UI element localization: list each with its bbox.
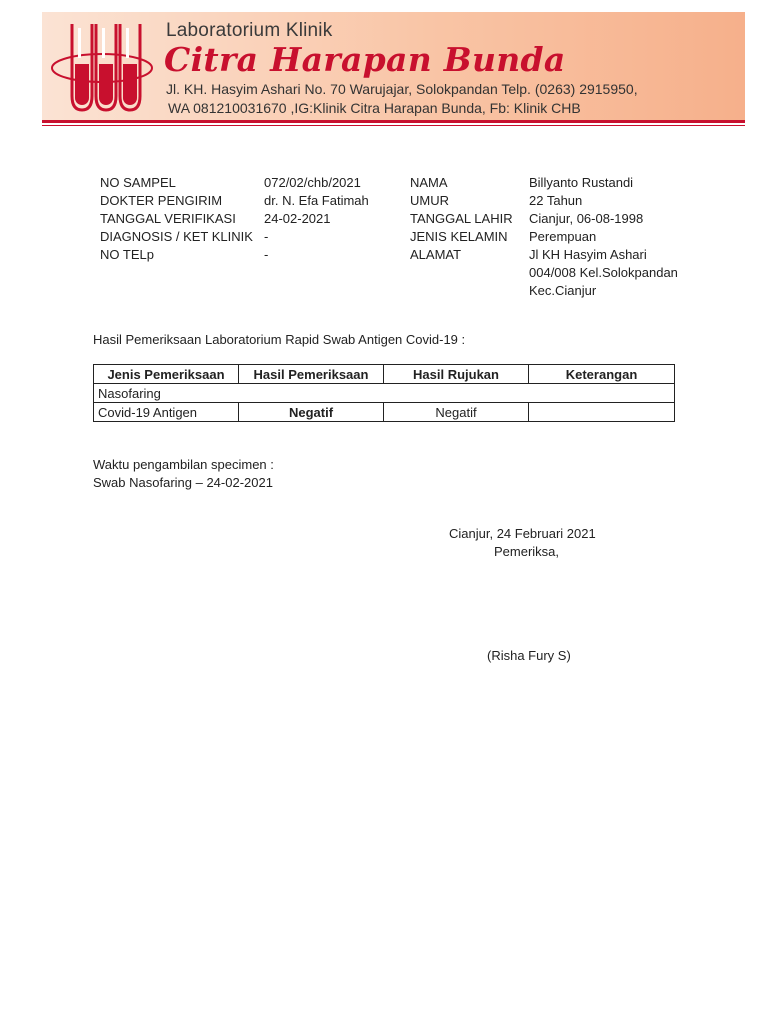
- header-keterangan: Keterangan: [529, 365, 675, 384]
- diagnosis-label: DIAGNOSIS / KET KLINIK: [100, 229, 253, 244]
- alamat-label: ALAMAT: [410, 247, 462, 262]
- info-values-left: [264, 174, 369, 264]
- tanggal-lahir-value: Cianjur, 06-08-1998: [529, 211, 644, 226]
- letterhead: [42, 12, 745, 120]
- header-hasil: Hasil Pemeriksaan: [239, 365, 384, 384]
- telp-value: -: [264, 247, 269, 262]
- specimen-value: Swab Nasofaring – 24-02-2021: [93, 475, 273, 490]
- no-sampel-label: NO SAMPEL: [100, 175, 176, 190]
- telp-label: NO TELp: [100, 247, 154, 262]
- umur-value: 22 Tahun: [529, 193, 583, 208]
- alamat-value-line-3: Kec.Cianjur: [529, 283, 597, 298]
- no-sampel-value: 072/02/chb/2021: [264, 175, 361, 190]
- jenis-kelamin-label: JENIS KELAMIN: [410, 229, 508, 244]
- address-line-2: WA 081210031670 ,IG:Klinik Citra Harapan Bunda, Fb: Klinik CHB: [168, 100, 581, 116]
- nama-value: Billyanto Rustandi: [529, 175, 634, 190]
- specimen-block: [93, 456, 274, 492]
- test-tubes-logo-icon: [50, 16, 180, 116]
- cell-hasil: Negatif: [239, 403, 384, 422]
- header-divider-thick: [42, 120, 745, 123]
- info-values-right: [529, 174, 678, 300]
- info-labels-left: [100, 174, 253, 264]
- lab-name: Laboratorium Klinik: [166, 20, 333, 41]
- specimen-label: Waktu pengambilan specimen :: [93, 457, 274, 472]
- cell-rujukan: Negatif: [384, 403, 529, 422]
- jenis-kelamin-value: Perempuan: [529, 229, 597, 244]
- cell-keterangan: [529, 403, 675, 422]
- results-table: [93, 364, 675, 422]
- table-header-row: [94, 365, 675, 384]
- signature-date: Cianjur, 24 Februari 2021: [449, 526, 596, 541]
- header-rujukan: Hasil Rujukan: [384, 365, 529, 384]
- signature-role: Pemeriksa,: [494, 544, 560, 559]
- tanggal-lahir-label: TANGGAL LAHIR: [410, 211, 513, 226]
- table-row: [94, 403, 675, 422]
- results-title: Hasil Pemeriksaan Laboratorium Rapid Swab Antigen Covid-19 :: [93, 332, 466, 347]
- header-jenis: Jenis Pemeriksaan: [94, 365, 239, 384]
- signature-name: (Risha Fury S): [487, 648, 571, 663]
- nama-label: NAMA: [410, 175, 448, 190]
- address-line-1: Jl. KH. Hasyim Ashari No. 70 Warujajar, Solokpandan Telp. (0263) 2915950,: [166, 81, 638, 97]
- table-section-row: [94, 384, 675, 403]
- alamat-value-line-1: Jl KH Hasyim Ashari: [529, 247, 647, 262]
- header-divider-thin: [42, 125, 745, 126]
- diagnosis-value: -: [264, 229, 269, 244]
- cell-jenis: Covid-19 Antigen: [94, 403, 239, 422]
- clinic-name: Citra Harapan Bunda: [164, 40, 566, 79]
- umur-label: UMUR: [410, 193, 449, 208]
- tanggal-verifikasi-label: TANGGAL VERIFIKASI: [100, 211, 236, 226]
- section-nasofaring: Nasofaring: [94, 384, 675, 403]
- tanggal-verifikasi-value: 24-02-2021: [264, 211, 331, 226]
- dokter-label: DOKTER PENGIRIM: [100, 193, 223, 208]
- info-labels-right: [410, 174, 513, 264]
- alamat-value-line-2: 004/008 Kel.Solokpandan: [529, 265, 678, 280]
- dokter-value: dr. N. Efa Fatimah: [264, 193, 369, 208]
